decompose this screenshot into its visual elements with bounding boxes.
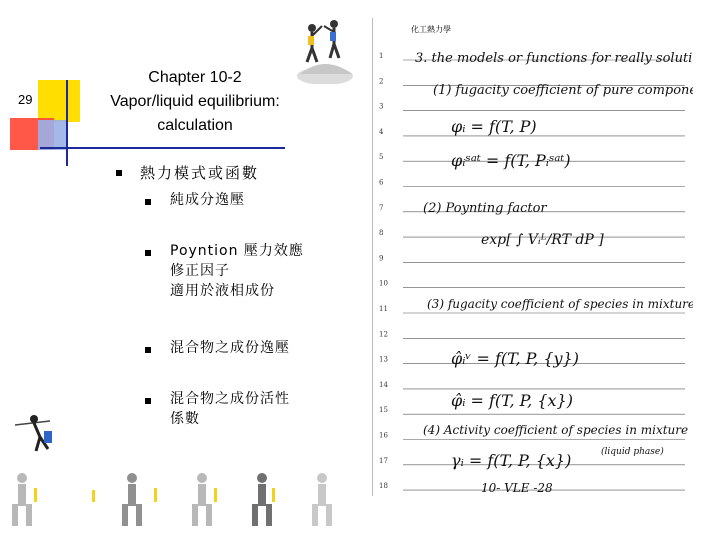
notes-eq-6-note: (liquid phase): [601, 447, 664, 457]
decor-vertical-line: [66, 80, 68, 166]
line-number: 5: [379, 153, 384, 162]
notes-eq-6: γᵢ = f(T, P, {x}): [451, 451, 572, 470]
notes-item-1: (1) fugacity coefficient of pure component: [433, 83, 693, 98]
handwritten-notes: [372, 18, 693, 496]
bullet-marker: [116, 170, 122, 176]
bullet-marker: [145, 398, 151, 404]
notes-eq-2: φᵢˢᵃᵗ = f(T, Pᵢˢᵃᵗ): [451, 151, 571, 170]
line-number: 4: [379, 127, 384, 136]
notes-eq-4: φ̂ᵢᵛ = f(T, P, {y}): [451, 349, 579, 368]
sub-bullet-4-line-2: 係數: [170, 411, 200, 427]
notes-header: 化工熱力學: [411, 25, 451, 34]
title-line-3: calculation: [157, 117, 233, 134]
sub-bullet-2-line-1: Poyntion 壓力效應: [170, 243, 304, 259]
decor-horizontal-line: [40, 147, 285, 149]
slide-title: [95, 66, 295, 138]
line-number: 11: [379, 305, 388, 313]
line-number: 10: [379, 279, 388, 288]
notes-eq-5: φ̂ᵢ = f(T, P, {x}): [451, 391, 573, 410]
notes-heading: 3. the models or functions for really solution: [415, 51, 693, 66]
line-number: 17: [379, 456, 388, 465]
line-number: 2: [379, 77, 384, 86]
decor-yellow-square: [38, 80, 80, 122]
notes-item-2: (2) Poynting factor: [423, 201, 547, 216]
decor-blue-square: [38, 120, 68, 150]
line-number: 13: [379, 355, 388, 364]
line-number: 9: [379, 254, 384, 263]
sub-bullet-4-line-1: 混合物之成份活性: [170, 391, 290, 407]
sub-bullet-2-line-3: 適用於液相成份: [170, 283, 275, 299]
line-number: 14: [379, 380, 388, 389]
bullet-marker: [145, 199, 151, 205]
line-number: 8: [379, 229, 384, 238]
sub-bullet-2: [170, 241, 304, 301]
sub-bullet-3-line-1: 混合物之成份逸壓: [170, 340, 290, 356]
bullet-marker: [145, 347, 151, 353]
climbers-illustration: [290, 14, 360, 88]
sub-bullet-2-line-2: 修正因子: [170, 263, 230, 279]
decorative-figures: [0, 470, 360, 544]
line-number: 7: [379, 203, 384, 212]
slide-number: 29: [18, 92, 33, 107]
title-line-2: Vapor/liquid equilibrium:: [110, 93, 280, 110]
sub-bullet-4: [170, 389, 290, 429]
title-line-1: Chapter 10-2: [148, 69, 242, 86]
line-number: 6: [379, 178, 384, 187]
line-number: 3: [379, 102, 384, 111]
line-number: 1: [379, 52, 384, 60]
notes-item-4: (4) Activity coefficient of species in mixture: [423, 423, 689, 437]
line-number: 16: [379, 431, 388, 440]
notes-eq-3: exp[ ∫ Vᵢᴸ/RT dP ]: [481, 232, 604, 248]
notes-page-label: 10- VLE -28: [481, 481, 553, 495]
notes-item-3: (3) fugacity coefficient of species in mixture: [427, 297, 693, 311]
line-number: 18: [379, 482, 388, 491]
sub-bullet-3: [170, 338, 290, 358]
notes-eq-1: φᵢ = f(T, P): [451, 117, 537, 136]
bullet-marker: [145, 250, 151, 256]
line-number: 12: [379, 330, 388, 339]
sub-bullet-1-line-1: 純成分逸壓: [170, 192, 245, 208]
line-number: 15: [379, 406, 388, 415]
sub-bullet-1: [170, 190, 245, 210]
climber-figure-icon: [10, 405, 70, 469]
main-bullet: 熱力模式或函數: [140, 164, 260, 182]
